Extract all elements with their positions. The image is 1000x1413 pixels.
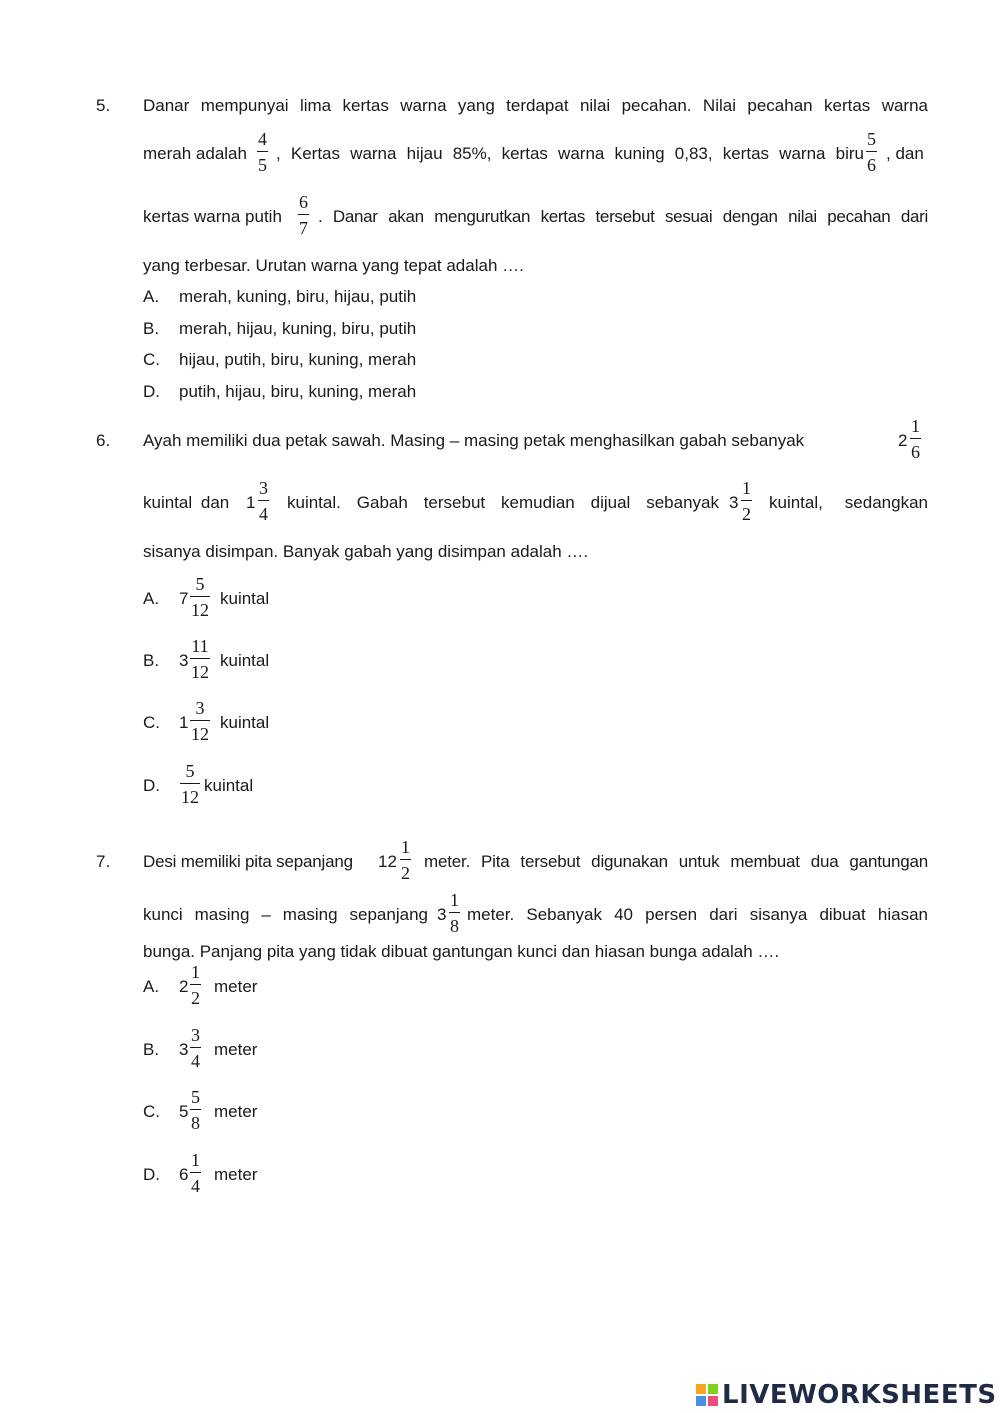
q7-option-a[interactable] [143, 962, 343, 1018]
logo-square-1 [696, 1384, 706, 1394]
option-letter: B. [143, 319, 160, 338]
q5-fraction-biru [866, 130, 877, 174]
q5-line1-text: Danar mempunyai lima kertas warna yang terdapat nilai pecahan. Nilai pecahan kertas warna [143, 96, 928, 115]
q7-mixed1-fraction [400, 838, 411, 882]
q6-line2b: kuintal. Gabah tersebut kemudian dijual sebanyak [287, 493, 719, 512]
option-whole: 7 [179, 589, 189, 608]
q6-option-d[interactable] [143, 761, 343, 817]
option-whole: 5 [179, 1102, 189, 1121]
fraction-numerator: 5 [195, 574, 205, 594]
fraction-bar [449, 912, 460, 913]
q6-mixed3-whole: 3 [729, 493, 739, 512]
q6-option-b[interactable] [143, 636, 343, 692]
q7-option-b[interactable] [143, 1025, 343, 1081]
q6-mixed1-whole: 2 [898, 431, 908, 450]
liveworksheets-logo[interactable] [696, 1380, 997, 1410]
option-unit: kuintal [220, 589, 270, 608]
q7-line1a: Desi memiliki pita sepanjang [143, 852, 353, 871]
q6-option-a[interactable] [143, 574, 343, 630]
option-fraction [190, 1151, 201, 1195]
q5-number: 5. [96, 96, 111, 115]
option-letter: D. [143, 776, 160, 795]
q5-option-c[interactable] [143, 350, 417, 369]
option-text: hijau, putih, biru, kuning, merah [179, 350, 417, 369]
fraction-denominator: 12 [191, 662, 209, 682]
option-text: putih, hijau, biru, kuning, merah [179, 382, 417, 401]
logo-square-3 [696, 1396, 706, 1406]
fraction-denominator: 6 [867, 155, 876, 175]
q5-option-d[interactable] [143, 382, 417, 401]
fraction-denominator: 4 [191, 1051, 200, 1071]
fraction-numerator: 6 [299, 192, 308, 212]
option-whole: 3 [179, 651, 189, 670]
logo-square-4 [708, 1396, 718, 1406]
option-fraction [190, 1026, 201, 1070]
q7-mixed1-whole: 12 [378, 852, 397, 871]
option-unit: kuintal [220, 651, 270, 670]
option-unit: meter [214, 1102, 258, 1121]
q5-line2c: , dan [886, 144, 924, 163]
fraction-denominator: 2 [401, 863, 410, 883]
option-whole: 1 [179, 713, 189, 732]
fraction-numerator: 3 [191, 1025, 200, 1045]
q6-option-c[interactable] [143, 698, 343, 754]
q6-line2c: kuintal, sedangkan [769, 493, 928, 512]
fraction-denominator: 5 [258, 155, 267, 175]
fraction-bar [190, 1047, 201, 1048]
option-unit: kuintal [204, 776, 254, 795]
option-letter: B. [143, 1040, 160, 1059]
fraction-denominator: 12 [191, 600, 209, 620]
q7-option-d[interactable] [143, 1150, 343, 1206]
option-fraction [190, 699, 210, 743]
option-fraction [180, 762, 200, 806]
fraction-numerator: 5 [185, 761, 195, 781]
fraction-numerator: 1 [401, 837, 410, 857]
option-letter: D. [143, 382, 160, 401]
fraction-denominator: 12 [191, 724, 209, 744]
fraction-numerator: 1 [742, 478, 751, 498]
q5-line2b: , Kertas warna hijau 85%, kertas warna kuning 0,83, kertas warna biru [276, 144, 864, 163]
fraction-numerator: 3 [195, 698, 205, 718]
q5-line3a: kertas warna putih [143, 207, 282, 226]
option-fraction [190, 637, 210, 681]
q7-mixed2-fraction [449, 891, 460, 935]
fraction-bar [257, 151, 268, 152]
option-unit: kuintal [220, 713, 270, 732]
fraction-numerator: 1 [450, 890, 459, 910]
option-unit: meter [214, 1040, 258, 1059]
logo-square-2 [708, 1384, 718, 1394]
option-fraction [190, 963, 201, 1007]
fraction-numerator: 11 [191, 636, 209, 656]
q5-fraction-merah [257, 130, 268, 174]
q6-mixed2-fraction [258, 479, 269, 523]
q7-line3: bunga. Panjang pita yang tidak dibuat gantungan kunci dan hiasan bunga adalah …. [143, 942, 780, 961]
q6-line2a: kuintal dan [143, 493, 230, 512]
option-fraction [190, 575, 210, 619]
option-text: merah, kuning, biru, hijau, putih [179, 287, 417, 306]
q5-option-a[interactable] [143, 287, 417, 306]
fraction-bar [190, 984, 201, 985]
q7-mixed2-whole: 3 [437, 905, 447, 924]
q6-mixed3-fraction [741, 479, 752, 523]
option-whole: 3 [179, 1040, 189, 1059]
fraction-bar [190, 1109, 201, 1110]
option-unit: meter [214, 977, 258, 996]
option-whole: 6 [179, 1165, 189, 1184]
fraction-bar [298, 214, 309, 215]
fraction-denominator: 7 [299, 218, 308, 238]
option-letter: C. [143, 350, 160, 369]
q6-line3: sisanya disimpan. Banyak gabah yang disimpan adalah …. [143, 542, 589, 561]
fraction-numerator: 1 [911, 416, 920, 436]
fraction-numerator: 5 [867, 129, 876, 149]
q5-line3b: . Danar akan mengurutkan kertas tersebut sesuai dengan nilai pecahan dari [318, 207, 928, 226]
q5-fraction-putih [298, 193, 309, 237]
fraction-bar [866, 151, 877, 152]
fraction-numerator: 5 [191, 1087, 200, 1107]
q6-number: 6. [96, 431, 111, 450]
option-unit: meter [214, 1165, 258, 1184]
fraction-numerator: 1 [191, 1150, 200, 1170]
option-letter: D. [143, 1165, 160, 1184]
fraction-bar [190, 1172, 201, 1173]
option-letter: C. [143, 1102, 160, 1121]
fraction-bar [190, 658, 210, 659]
q7-line2b: meter. Sebanyak 40 persen dari sisanya dibuat hiasan [467, 905, 928, 924]
option-letter: C. [143, 713, 160, 732]
fraction-bar [741, 500, 752, 501]
liveworksheets-logo-icon [696, 1384, 718, 1406]
q6-mixed2-whole: 1 [246, 493, 256, 512]
fraction-denominator: 12 [181, 787, 199, 807]
q5-line4: yang terbesar. Urutan warna yang tepat adalah …. [143, 256, 524, 275]
q7-number: 7. [96, 852, 111, 871]
q7-line1b: meter. Pita tersebut digunakan untuk membuat dua gantungan [424, 852, 928, 871]
fraction-bar [190, 720, 210, 721]
fraction-numerator: 1 [191, 962, 200, 982]
fraction-bar [190, 596, 210, 597]
fraction-numerator: 3 [259, 478, 268, 498]
fraction-bar [258, 500, 269, 501]
option-letter: A. [143, 977, 160, 996]
liveworksheets-logo-text: LIVEWORKSHEETS [722, 1380, 997, 1410]
fraction-bar [400, 859, 411, 860]
fraction-bar [910, 438, 921, 439]
fraction-numerator: 4 [258, 129, 267, 149]
option-fraction [190, 1088, 201, 1132]
fraction-bar [180, 783, 200, 784]
q5-line2a: merah adalah [143, 144, 247, 163]
q5-line1 [143, 97, 928, 114]
fraction-denominator: 2 [191, 988, 200, 1008]
q7-option-c[interactable] [143, 1087, 343, 1143]
q7-line2a: kunci masing – masing sepanjang [143, 905, 428, 924]
option-letter: A. [143, 287, 160, 306]
q5-option-b[interactable] [143, 319, 417, 338]
fraction-denominator: 4 [259, 504, 268, 524]
option-letter: A. [143, 589, 160, 608]
fraction-denominator: 4 [191, 1176, 200, 1196]
fraction-denominator: 2 [742, 504, 751, 524]
q6-line1: Ayah memiliki dua petak sawah. Masing – masing petak menghasilkan gabah sebanyak [143, 431, 805, 450]
fraction-denominator: 8 [450, 916, 459, 936]
option-text: merah, hijau, kuning, biru, putih [179, 319, 417, 338]
option-whole: 2 [179, 977, 189, 996]
fraction-denominator: 8 [191, 1113, 200, 1133]
q6-mixed1-fraction [910, 417, 921, 461]
fraction-denominator: 6 [911, 442, 920, 462]
option-letter: B. [143, 651, 160, 670]
